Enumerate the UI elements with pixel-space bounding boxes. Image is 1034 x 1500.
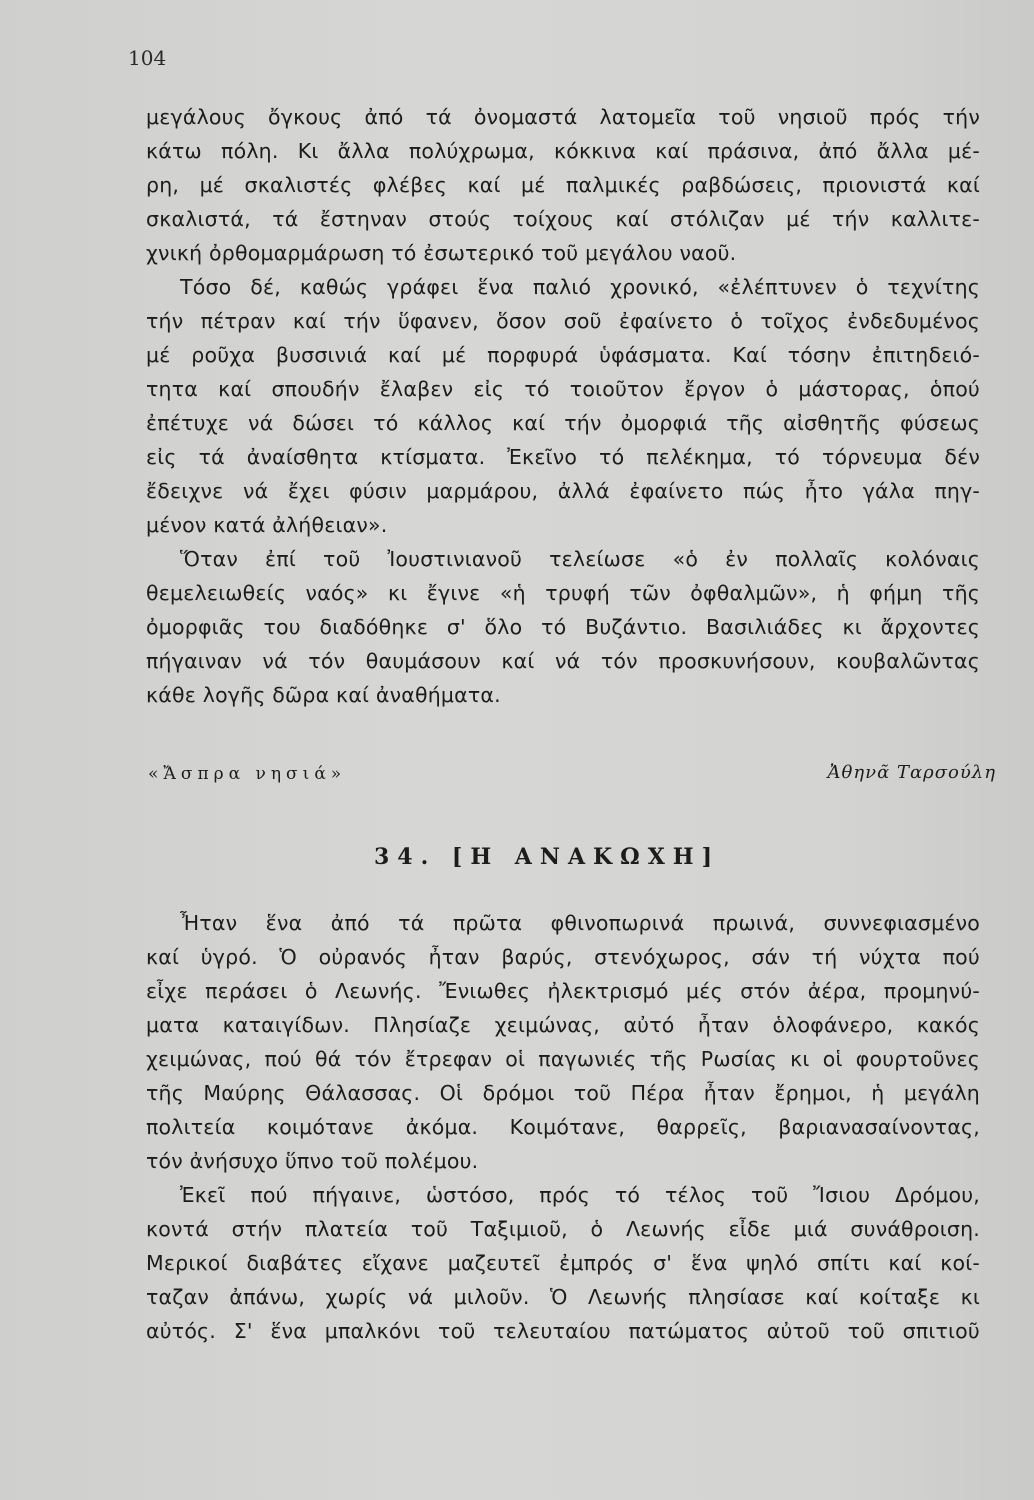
text-line: ἐπέτυχε νά δώσει τό κάλλος καί τήν ὀμορφιά τῆς αἰσθητῆς φύσεως — [146, 411, 980, 435]
text-line: ματα καταιγίδων. Πλησίαζε χειμώνας, αὐτό ἦταν ὁλοφάνερο, κακός — [146, 1013, 980, 1037]
text-line: ρη, μέ σκαλιστές φλέβες καί μέ παλμικές ραβδώσεις, πριονιστά καί — [146, 173, 980, 197]
passage-hagia-sophia — [146, 100, 980, 712]
text-line: ἔδειχνε νά ἔχει φύσιν μαρμάρου, ἀλλά ἐφαίνετο πώς ἦτο γάλα πηγ- — [146, 479, 980, 503]
text-line: χειμώνας, πού θά τόν ἔτρεφαν οἱ παγωνιές τῆς Ρωσίας κι οἱ φουρτοῦνες — [146, 1047, 980, 1071]
text-line: πήγαιναν νά τόν θαυμάσουν καί νά τόν προσκυνήσουν, κουβαλῶντας — [146, 649, 980, 673]
text-line: χνική ὀρθομαρμάρωση τό ἐσωτερικό τοῦ μεγάλου ναοῦ. — [146, 241, 737, 265]
text-line: μέ ροῦχα βυσσινιά καί μέ πορφυρά ὑφάσματα. Καί τόσην ἐπιτηδειό- — [146, 343, 980, 367]
text-line: εἰς τά ἀναίσθητα κτίσματα. Ἐκεῖνο τό πελέκημα, τό τόρνευμα δέν — [146, 445, 980, 469]
text-line: τητα καί σπουδήν ἔλαβεν εἰς τό τοιοῦτον ἔργον ὁ μάστορας, ὁπού — [146, 377, 980, 401]
passage-anakochi — [146, 906, 980, 1348]
text-line: τῆς Μαύρης Θάλασσας. Οἱ δρόμοι τοῦ Πέρα ἦταν ἔρημοι, ἡ μεγάλη — [146, 1081, 980, 1105]
text-line: κοντά στήν πλατεία τοῦ Ταξιμιοῦ, ὁ Λεωνής εἶδε μιά συνάθροιση. — [146, 1217, 980, 1241]
section-heading: 34. [Η ΑΝΑΚΩΧΗ] — [373, 844, 720, 870]
text-line: ὀμορφιᾶς του διαδόθηκε σ' ὅλο τό Βυζάντιο. Βασιλιάδες κι ἄρχοντες — [146, 615, 980, 639]
text-line: τήν πέτραν καί τήν ὕφανεν, ὅσον σοῦ ἐφαίνετο ὁ τοῖχος ἐνδεδυμένος — [146, 309, 980, 333]
text-line: καί ὑγρό. Ὁ οὐρανός ἦταν βαρύς, στενόχωρος, σάν τή νύχτα πού — [146, 945, 980, 969]
text-line: ταζαν ἀπάνω, χωρίς νά μιλοῦν. Ὁ Λεωνής πλησίασε καί κοίταξε κι — [146, 1285, 980, 1309]
source-title: «Ἄσπρα νησιά» — [148, 764, 347, 784]
text-line: Τόσο δέ, καθώς γράφει ἕνα παλιό χρονικό, «ἐλέπτυνεν ὁ τεχνίτης — [180, 275, 980, 299]
text-line: σκαλιστά, τά ἔστηναν στούς τοίχους καί στόλιζαν μέ τήν καλλιτε- — [146, 207, 980, 231]
text-line: αὐτός. Σ' ἕνα μπαλκόνι τοῦ τελευταίου πατώματος αὐτοῦ τοῦ σπιτιοῦ — [146, 1319, 980, 1343]
text-line: Ἦταν ἕνα ἀπό τά πρῶτα φθινοπωρινά πρωινά, συννεφιασμένο — [180, 911, 980, 935]
text-line: θεμελειωθείς ναός» κι ἔγινε «ἡ τρυφή τῶν ὀφθαλμῶν», ἡ φήμη τῆς — [146, 581, 980, 605]
text-line: μεγάλους ὄγκους ἀπό τά ὀνομαστά λατομεῖα τοῦ νησιοῦ πρός τήν — [146, 105, 980, 129]
text-line: κάτω πόλη. Κι ἄλλα πολύχρωμα, κόκκινα καί πράσινα, ἀπό ἄλλα μέ- — [146, 139, 980, 163]
text-line: Μερικοί διαβάτες εἴχανε μαζευτεῖ ἐμπρός σ' ἕνα ψηλό σπίτι καί κοί- — [146, 1251, 980, 1275]
text-line: Ὅταν ἐπί τοῦ Ἰουστινιανοῦ τελείωσε «ὁ ἐν πολλαῖς κολόναις — [180, 547, 980, 571]
text-line: κάθε λογῆς δῶρα καί ἀναθήματα. — [146, 683, 501, 707]
page-number: 104 — [128, 46, 167, 70]
text-line: πολιτεία κοιμότανε ἀκόμα. Κοιμότανε, θαρρεῖς, βαριανασαίνοντας, — [146, 1115, 980, 1139]
text-line: τόν ἀνήσυχο ὕπνο τοῦ πολέμου. — [146, 1149, 479, 1173]
text-line: εἶχε περάσει ὁ Λεωνής. Ἔνιωθες ἠλεκτρισμό μές στόν ἀέρα, προμηνύ- — [146, 979, 980, 1003]
text-line: μένον κατά ἀλήθειαν». — [146, 513, 388, 537]
text-line: Ἐκεῖ πού πήγαινε, ὡστόσο, πρός τό τέλος τοῦ Ἴσιου Δρόμου, — [180, 1183, 980, 1207]
source-author: Ἀθηνᾶ Ταρσούλη — [827, 762, 996, 783]
